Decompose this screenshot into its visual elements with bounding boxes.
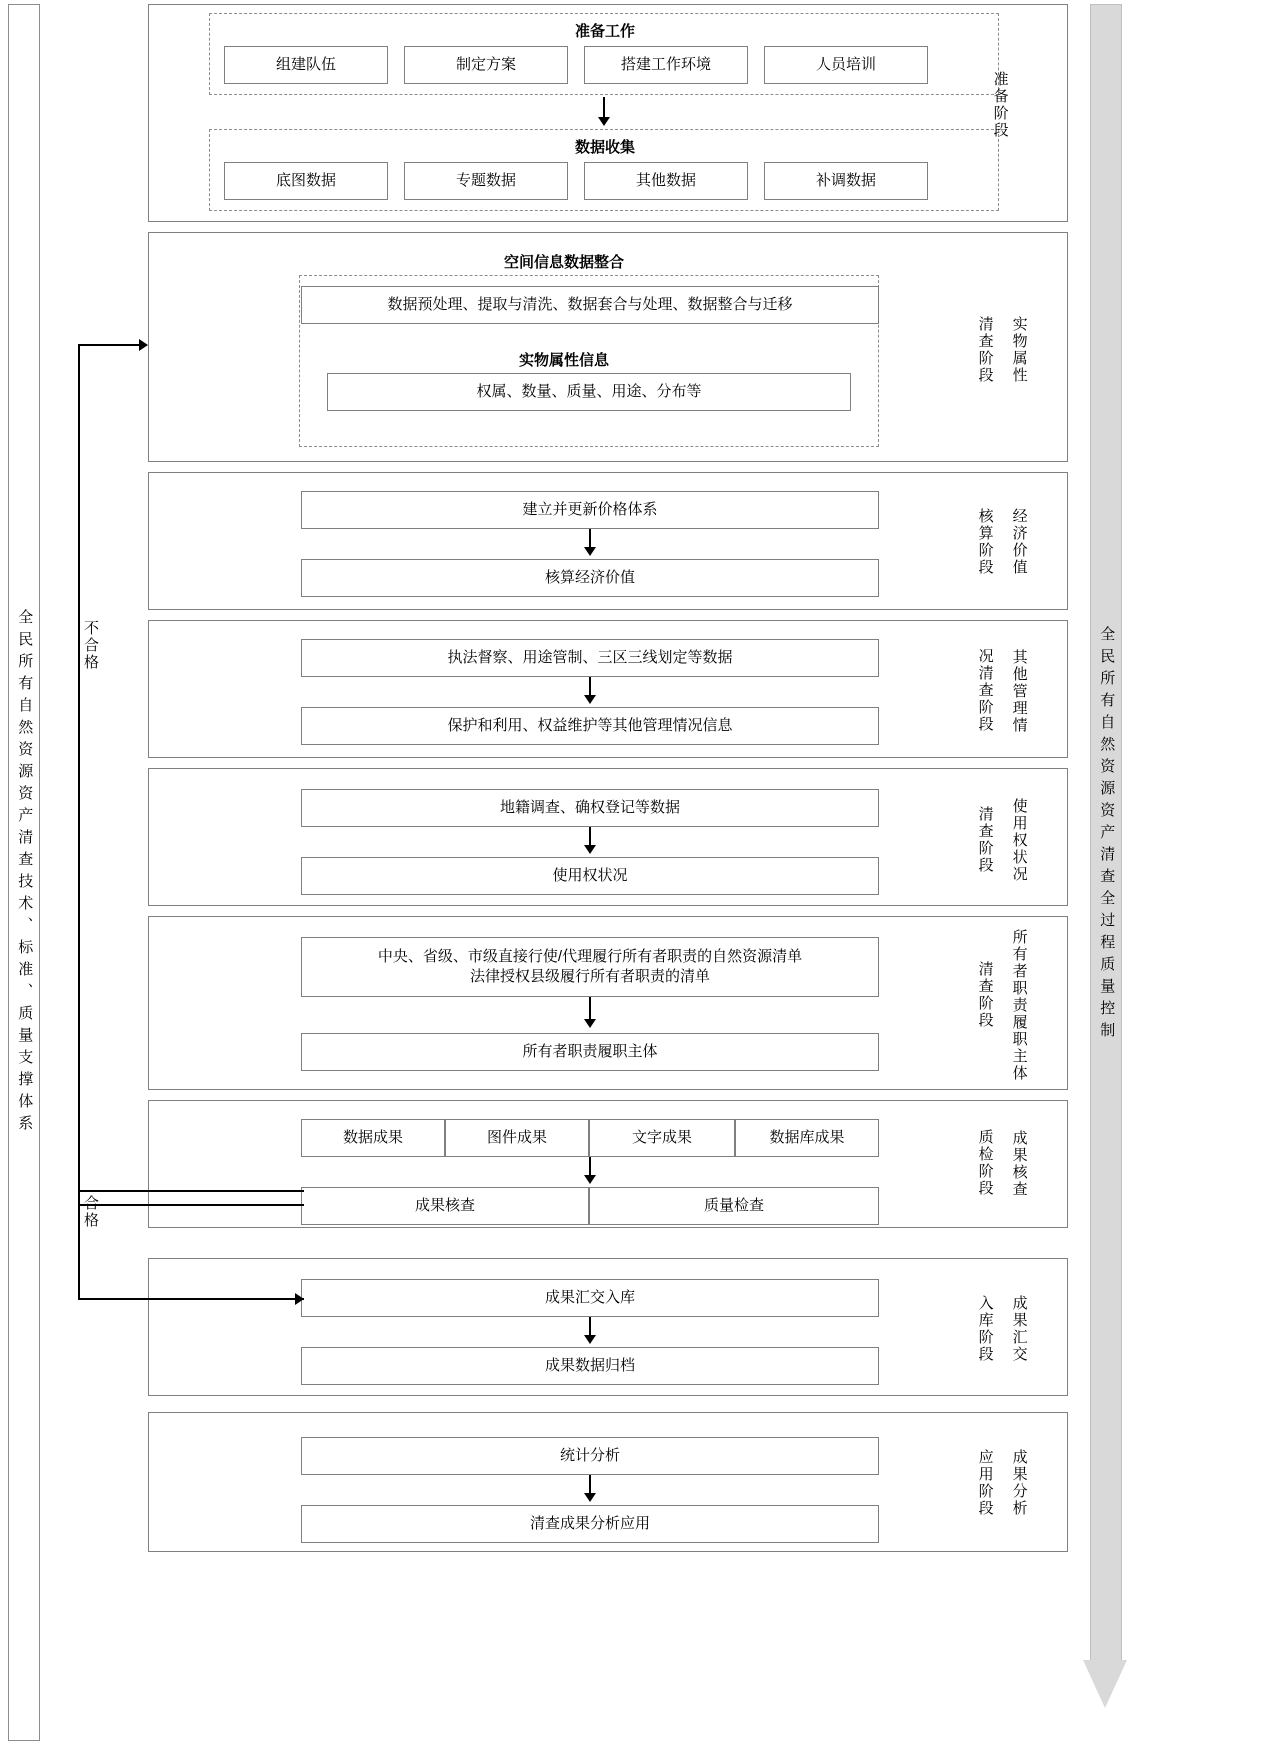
stage-physical-attributes (148, 232, 1068, 462)
prep-arrow-line (603, 97, 605, 119)
prep-group-1-title: 准备工作 (574, 23, 635, 40)
stage-archive-label-outer: 成果汇交 (1010, 1294, 1028, 1363)
stage-preparation-label: 准备阶段 (991, 71, 1009, 139)
quality-arrow-line (589, 1157, 591, 1177)
archive-row-2[interactable]: 成果数据归档 (301, 1347, 879, 1385)
pass-loop-arrow-head (295, 1293, 304, 1305)
archive-row-1[interactable]: 成果汇交入库 (301, 1279, 879, 1317)
data-item-1[interactable]: 底图数据 (224, 162, 388, 200)
archive-arrow-line (589, 1317, 591, 1337)
prep-arrow-head (598, 117, 610, 126)
data-item-2[interactable]: 专题数据 (404, 162, 568, 200)
right-quality-bar: 全民所有自然资源资产清查全过程质量控制 (1090, 4, 1122, 1666)
data-item-4[interactable]: 补调数据 (764, 162, 928, 200)
archive-arrow-head (584, 1335, 596, 1344)
pass-loop-horizontal-bottom (78, 1190, 304, 1192)
stage-quality-label-outer: 成果核查 (1010, 1130, 1028, 1198)
stage-economic-label-inner: 核算阶段 (976, 508, 994, 576)
quality-arrow-head (584, 1175, 596, 1184)
management-arrow-head (584, 695, 596, 704)
prep-item-3[interactable]: 搭建工作环境 (584, 46, 748, 84)
analysis-row-1[interactable]: 统计分析 (301, 1437, 879, 1475)
quality-row-2-right[interactable]: 质量检查 (589, 1187, 879, 1225)
physical-title: 空间信息数据整合 (503, 254, 624, 271)
analysis-row-2[interactable]: 清查成果分析应用 (301, 1505, 879, 1543)
pass-label: 合格 (82, 1195, 99, 1229)
management-arrow-line (589, 677, 591, 697)
management-row-2[interactable]: 保护和利用、权益维护等其他管理情况信息 (301, 707, 879, 745)
stage-management-label-outer: 其他管理情 (1010, 648, 1028, 734)
physical-row-1[interactable]: 数据预处理、提取与清洗、数据套合与处理、数据整合与迁移 (301, 286, 879, 324)
stage-physical-label-inner: 清查阶段 (976, 316, 994, 384)
owner-row-1-line-2: 法律授权县级履行所有者职责的清单 (469, 968, 710, 985)
stage-owner-duty (148, 916, 1068, 1090)
stage-analysis-label-outer: 成果分析 (1010, 1448, 1028, 1517)
physical-row-2[interactable]: 权属、数量、质量、用途、分布等 (327, 373, 851, 411)
stage-archive-label-inner: 入库阶段 (976, 1294, 994, 1363)
userights-arrow-head (584, 845, 596, 854)
analysis-arrow-head (584, 1493, 596, 1502)
quality-item-4[interactable]: 数据库成果 (735, 1119, 879, 1157)
stage-preparation (148, 4, 1068, 222)
prep-group-1 (209, 13, 999, 95)
userights-row-1[interactable]: 地籍调查、确权登记等数据 (301, 789, 879, 827)
prep-item-2[interactable]: 制定方案 (404, 46, 568, 84)
management-row-1[interactable]: 执法督察、用途管制、三区三线划定等数据 (301, 639, 879, 677)
stage-userights-label-inner: 清查阶段 (976, 806, 994, 874)
stage-quality-check (148, 1100, 1068, 1228)
owner-arrow-head (584, 1019, 596, 1028)
owner-row-1-line-1: 中央、省级、市级直接行使/代理履行所有者职责的自然资源清单 (377, 947, 803, 965)
stage-other-management (148, 620, 1068, 758)
stage-analysis-label-inner: 应用阶段 (976, 1448, 994, 1517)
stage-owner-label-outer: 所有者职责履职主体 (1010, 928, 1028, 1082)
economic-arrow-line (589, 529, 591, 549)
userights-arrow-line (589, 827, 591, 847)
economic-row-1[interactable]: 建立并更新价格体系 (301, 491, 879, 529)
fail-loop-vertical (78, 344, 80, 1206)
fail-loop-horizontal-bottom (78, 1204, 304, 1206)
stage-management-label-inner: 况清查阶段 (976, 648, 994, 733)
left-support-bar: 全民所有自然资源资产清查技术、标准、质量支撑体系 (8, 4, 40, 1741)
fail-loop-arrow-head (139, 339, 148, 351)
stage-owner-label-inner: 清查阶段 (976, 961, 994, 1029)
fail-loop-horizontal-top (78, 344, 146, 346)
prep-group-2-title: 数据收集 (574, 139, 635, 156)
physical-sub-title: 实物属性信息 (518, 352, 609, 369)
stage-archive (148, 1258, 1068, 1396)
stage-quality-label-inner: 质检阶段 (976, 1128, 994, 1197)
right-bar-arrow (1083, 1660, 1127, 1708)
stage-physical-label-outer: 实物属性 (1010, 316, 1028, 384)
fail-label: 不合格 (82, 620, 99, 671)
stage-economic-value (148, 472, 1068, 610)
owner-row-1[interactable] (301, 937, 879, 997)
quality-item-3[interactable]: 文字成果 (589, 1119, 735, 1157)
stage-use-rights (148, 768, 1068, 906)
quality-item-1[interactable]: 数据成果 (301, 1119, 445, 1157)
quality-item-2[interactable]: 图件成果 (445, 1119, 589, 1157)
prep-item-4[interactable]: 人员培训 (764, 46, 928, 84)
owner-row-2[interactable]: 所有者职责履职主体 (301, 1033, 879, 1071)
pass-loop-horizontal-to-archive (78, 1298, 304, 1300)
analysis-arrow-line (589, 1475, 591, 1495)
stage-analysis (148, 1412, 1068, 1552)
prep-item-1[interactable]: 组建队伍 (224, 46, 388, 84)
economic-row-2[interactable]: 核算经济价值 (301, 559, 879, 597)
data-item-3[interactable]: 其他数据 (584, 162, 748, 200)
owner-arrow-line (589, 997, 591, 1021)
quality-row-2-left[interactable]: 成果核查 (301, 1187, 589, 1225)
stage-userights-label-outer: 使用权状况 (1010, 797, 1028, 883)
userights-row-2[interactable]: 使用权状况 (301, 857, 879, 895)
stage-economic-label-outer: 经济价值 (1010, 508, 1028, 576)
economic-arrow-head (584, 547, 596, 556)
prep-group-2 (209, 129, 999, 211)
